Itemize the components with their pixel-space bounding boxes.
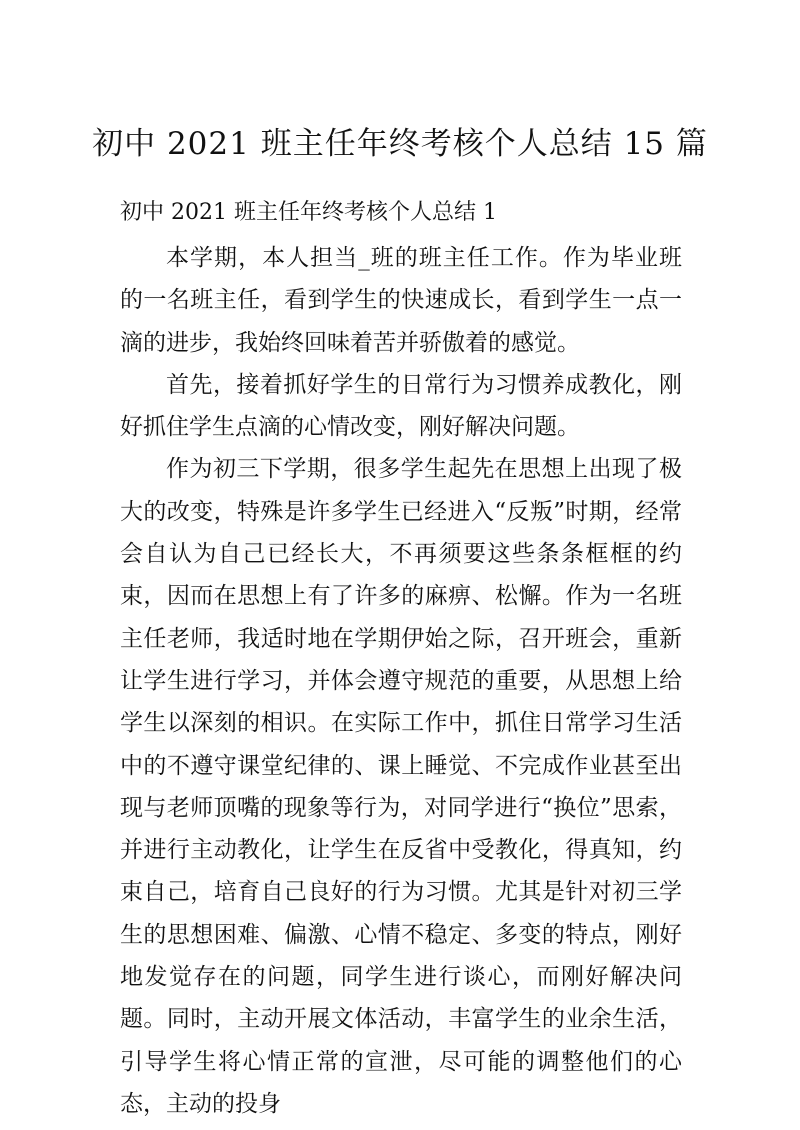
paragraph-3: 作为初三下学期，很多学生起先在思想上出现了极大的改变，特殊是许多学生已经进入“反叛”时期，经常会自认为自己已经长大，不再须要这些条条框框的约束，因而在思想上有了许多的麻痹、松懈。作为一名班主任老师，我适时地在学期伊始之际，召开班会，重新让学生进行学习，并体会遵守规范的重要，从思想上给学生以深刻的相识。在实际工作中，抓住日常学习生活中的不遵守课堂纪律的、课上睡觉、不完成作业甚至出现与老师顶嘴的现象等行为，对同学进行“换位”思索，并进行主动教化，让学生在反省中受教化，得真知，约束自己，培育自己良好的行为习惯。尤其是针对初三学生的思想困难、偏激、心情不稳定、多变的特点，刚好地发觉存在的问题，同学生进行谈心，而刚好解决问题。同时，主动开展文体活动，丰富学生的业余生活，引导学生将心情正常的宣泄，尽可能的调整他们的心态，主动的投身 (120, 456, 682, 1117)
section-heading: 初中 2021 班主任年终考核个人总结 1 (120, 200, 497, 225)
document-body (120, 237, 682, 1125)
document-title: 初中 2021 班主任年终考核个人总结 15 篇 (92, 126, 708, 162)
paragraph-2: 首先，接着抓好学生的日常行为习惯养成教化，刚好抓住学生点滴的心情改变，刚好解决问题。 (120, 371, 682, 441)
paragraph-1: 本学期，本人担当_班的班主任工作。作为毕业班的一名班主任，看到学生的快速成长，看到学生一点一滴的进步，我始终回味着苦并骄傲着的感觉。 (120, 245, 682, 356)
